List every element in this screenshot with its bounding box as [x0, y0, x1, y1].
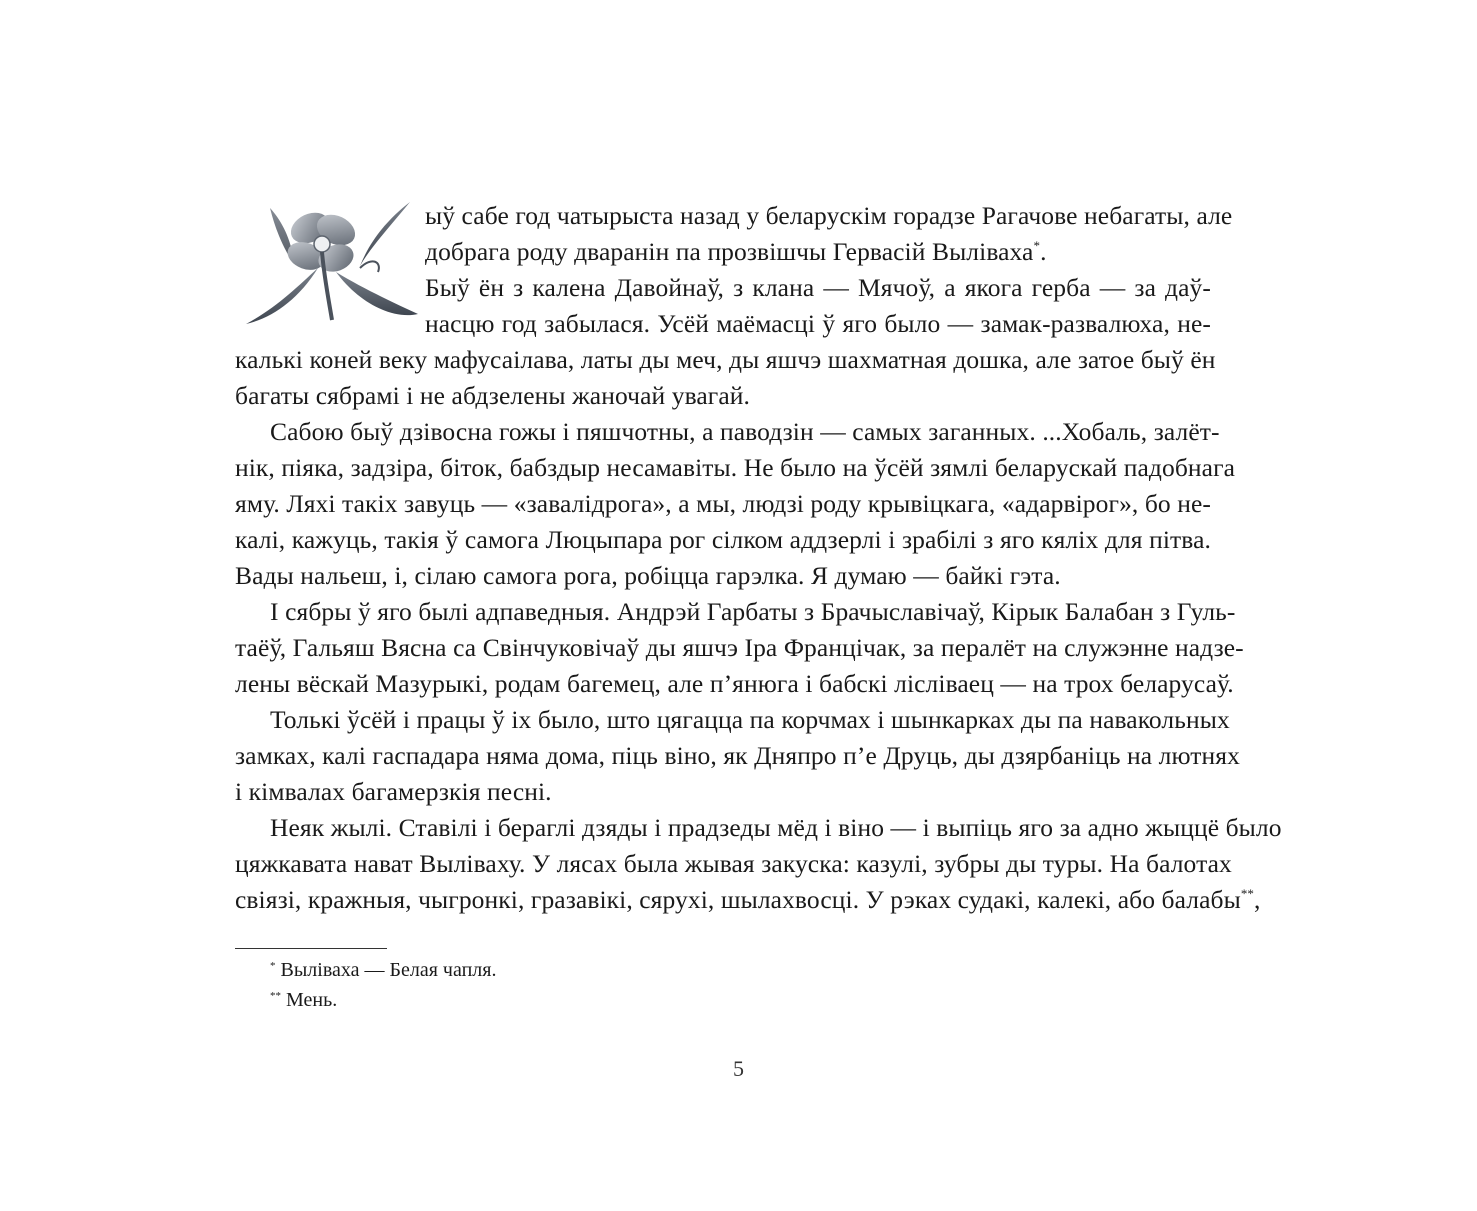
line-text: Сабою быў дзівосна гожы і пяшчотны, а паводзін — самых заганных. ...Хобаль, залёт- — [270, 417, 1220, 446]
line-text: насцю год забылася. Усёй маёмасці ў яго было — замак-развалюха, не- — [425, 309, 1211, 338]
line-text: таёў, Гальяш Вясна са Свінчуковічаў ды яшчэ Іра Францічак, за пералёт на служэнне надзе- — [235, 633, 1244, 662]
text-line — [235, 558, 1211, 594]
line-text: нік, піяка, задзіра, біток, бабздыр несамавіты. Не было на ўсёй зямлі беларускай падобнага — [235, 453, 1236, 482]
page-number: 5 — [733, 1056, 744, 1081]
text-line — [425, 270, 1211, 306]
footnote-text: Мень. — [281, 989, 338, 1011]
line-text: добрага роду дваранін па прозвішчы Гервасій Выліваха — [425, 237, 1034, 266]
text-line — [235, 342, 1216, 378]
footnote-marker: ** — [270, 990, 281, 1002]
text-line — [235, 882, 1261, 918]
footnote — [270, 956, 496, 984]
footnote-mark[interactable]: ** — [1240, 886, 1255, 901]
line-text: І сябры ў яго былі адпаведныя. Андрэй Гарбаты з Брачыславічаў, Кірык Балабан з Гуль- — [270, 597, 1236, 626]
footnote — [270, 986, 337, 1014]
footnote-text: Выліваха — Белая чапля. — [275, 959, 497, 981]
text-line — [235, 378, 1211, 414]
line-text: багаты сябрамі і не абдзелены жаночай увагай. — [235, 381, 750, 410]
line-text: яму. Ляхі такіх завуць — «завалідрога», а мы, людзі роду крывіцкага, «адарвірог», бо не- — [235, 489, 1212, 518]
line-text: цяжкавата нават Выліваху. У лясах была жывая закуска: казулі, зубры ды туры. На балотах — [235, 849, 1232, 878]
line-text: Неяк жылі. Ставілі і бераглі дзяды і прадзеды мёд і віно — і выпіць яго за адно жыццё было — [270, 813, 1282, 842]
line-text: ыў сабе год чатырыста назад у беларускім горадзе Рагачове небагаты, але — [425, 201, 1233, 230]
text-line — [235, 486, 1211, 522]
line-text: Вады нальеш, і, сілаю самога рога, робіцца гарэлка. Я думаю — байкі гэта. — [235, 561, 1061, 590]
line-text: свіязі, кражныя, чыгронкі, гразавікі, сярухі, шылахвосці. У рэках судакі, калекі, або балабы — [235, 885, 1241, 914]
line-text: Толькі ўсёй і працы ў іх было, што цягацца па корчмах і шынкарках ды па навакольных — [270, 705, 1230, 734]
text-line — [235, 666, 1234, 702]
text-line — [425, 234, 1211, 270]
line-text: калькі коней веку мафусаілава, латы ды меч, ды яшчэ шахматная дошка, але затое быў ён — [235, 345, 1216, 374]
line-text: і кімвалах багамерзкія песні. — [235, 777, 552, 806]
text-line — [425, 198, 1233, 234]
line-text: замках, калі гаспадара няма дома, піць віно, як Дняпро п’е Друць, ды дзярбаніць на лютнях — [235, 741, 1240, 770]
line-text: лены вёскай Мазурыкі, родам багемец, але п’янюга і бабскі лісліваец — на трох беларусаў. — [235, 669, 1234, 698]
line-tail: , — [1254, 885, 1261, 914]
text-line — [235, 450, 1236, 486]
text-line — [235, 522, 1211, 558]
footnote-divider — [235, 948, 387, 949]
text-line — [235, 846, 1232, 882]
footnote-mark[interactable]: * — [1033, 238, 1041, 253]
text-line — [270, 810, 1282, 846]
text-line — [425, 306, 1211, 342]
dropcap-flower-icon — [232, 196, 422, 336]
line-text: Быў ён з калена Давойнаў, з клана — Мячоў, а якога герба — за даў- — [425, 273, 1211, 302]
footnote-marker: * — [270, 960, 276, 972]
text-line — [235, 630, 1244, 666]
text-line — [235, 774, 1211, 810]
line-tail: . — [1040, 237, 1047, 266]
text-line — [235, 738, 1240, 774]
line-text: калі, кажуць, такія ў самога Люцыпара рог сілком аддзерлі і зрабілі з яго кяліх для пітва. — [235, 525, 1211, 554]
text-line — [270, 414, 1220, 450]
text-line — [270, 594, 1236, 630]
text-line — [270, 702, 1230, 738]
